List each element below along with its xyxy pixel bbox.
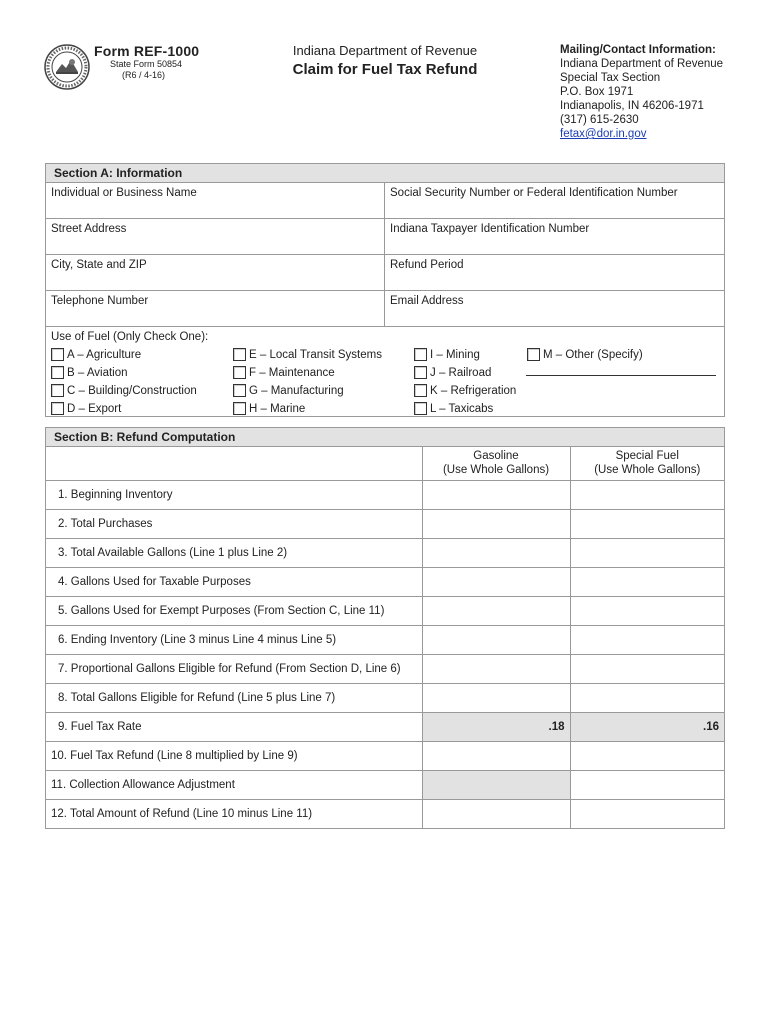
- contact-line: Indiana Department of Revenue: [560, 58, 724, 70]
- gasoline-input[interactable]: [422, 654, 570, 683]
- table-row: [46, 770, 724, 799]
- option-manufacturing[interactable]: [233, 384, 344, 397]
- table-row: [46, 567, 724, 596]
- department-name: Indiana Department of Revenue: [292, 43, 478, 58]
- section-b: [45, 427, 725, 829]
- special-fuel-input[interactable]: [570, 770, 724, 799]
- column-header-row: [46, 447, 724, 480]
- special-fuel-input[interactable]: [570, 509, 724, 538]
- agency-block: [270, 43, 500, 78]
- line-label: 10. Fuel Tax Refund (Line 8 multiplied by Line 9): [46, 741, 422, 770]
- claim-title: Claim for Fuel Tax Refund: [292, 61, 478, 78]
- line-label: 12. Total Amount of Refund (Line 10 minus Line 11): [46, 799, 422, 828]
- line-label: 1. Beginning Inventory: [46, 480, 422, 509]
- line-label: 7. Proportional Gallons Eligible for Refund (From Section D, Line 6): [46, 654, 422, 683]
- contact-line: P.O. Box 1971: [560, 86, 634, 98]
- special-fuel-input[interactable]: [570, 596, 724, 625]
- section-a: [45, 163, 725, 417]
- line-label: 8. Total Gallons Eligible for Refund (Line 5 plus Line 7): [46, 683, 422, 712]
- special-fuel-input[interactable]: [570, 683, 724, 712]
- fuel-use-group: [46, 327, 724, 416]
- gasoline-input[interactable]: [422, 509, 570, 538]
- checkbox[interactable]: [233, 384, 246, 397]
- option-taxicabs[interactable]: [414, 402, 493, 415]
- option-label: K – Refrigeration: [430, 384, 517, 397]
- contact-email-link[interactable]: fetax@dor.in.gov: [560, 128, 647, 140]
- blank-header: [46, 447, 422, 480]
- special-fuel-column-header: [570, 447, 724, 480]
- info-row: [46, 291, 724, 327]
- gasoline-input[interactable]: [422, 538, 570, 567]
- option-building-construction[interactable]: [51, 384, 197, 397]
- option-export[interactable]: [51, 402, 121, 415]
- checkbox[interactable]: [233, 402, 246, 415]
- option-refrigeration[interactable]: [414, 384, 516, 397]
- option-mining[interactable]: [414, 348, 480, 361]
- special-fuel-input[interactable]: [570, 654, 724, 683]
- special-fuel-input[interactable]: [570, 741, 724, 770]
- line-label: 4. Gallons Used for Taxable Purposes: [46, 567, 422, 596]
- option-local-transit[interactable]: [233, 348, 382, 361]
- option-label: G – Manufacturing: [249, 384, 344, 397]
- option-label: M – Other (Specify): [543, 348, 643, 361]
- contact-info: [560, 43, 723, 141]
- info-row: [46, 219, 724, 255]
- gasoline-shaded-cell: [422, 770, 570, 799]
- special-fuel-header-label: Special Fuel: [615, 450, 679, 463]
- gasoline-column-header: [422, 447, 570, 480]
- contact-line: (317) 615-2630: [560, 114, 639, 126]
- table-row: [46, 509, 724, 538]
- refund-period-field[interactable]: Refund Period: [390, 259, 464, 271]
- special-fuel-input[interactable]: [570, 538, 724, 567]
- table-row: [46, 538, 724, 567]
- city-state-zip-field[interactable]: City, State and ZIP: [46, 255, 385, 290]
- line-label: 11. Collection Allowance Adjustment: [46, 770, 422, 799]
- option-other[interactable]: [527, 348, 643, 361]
- special-fuel-input[interactable]: [570, 625, 724, 654]
- option-label: C – Building/Construction: [67, 384, 197, 397]
- checkbox[interactable]: [233, 348, 246, 361]
- checkbox[interactable]: [233, 366, 246, 379]
- gasoline-header-sub: (Use Whole Gallons): [442, 464, 550, 477]
- special-fuel-input[interactable]: [570, 567, 724, 596]
- special-fuel-input[interactable]: [570, 799, 724, 828]
- checkbox[interactable]: [414, 366, 427, 379]
- option-marine[interactable]: [233, 402, 305, 415]
- line-label: 3. Total Available Gallons (Line 1 plus Line 2): [46, 538, 422, 567]
- option-label: J – Railroad: [430, 366, 492, 379]
- table-row: [46, 712, 724, 741]
- table-row: [46, 625, 724, 654]
- option-label: H – Marine: [249, 402, 306, 415]
- gasoline-input[interactable]: [422, 567, 570, 596]
- gasoline-input[interactable]: [422, 625, 570, 654]
- line-label: 2. Total Purchases: [46, 509, 422, 538]
- street-address-field[interactable]: Street Address: [46, 219, 385, 254]
- gasoline-input[interactable]: [422, 741, 570, 770]
- table-row: [46, 480, 724, 509]
- option-label: E – Local Transit Systems: [249, 348, 382, 361]
- option-label: F – Maintenance: [249, 366, 335, 379]
- business-name-field[interactable]: Individual or Business Name: [46, 183, 385, 218]
- checkbox[interactable]: [51, 366, 64, 379]
- option-label: D – Export: [67, 402, 122, 415]
- section-a-title: Section A: Information: [46, 164, 724, 183]
- gasoline-input[interactable]: [422, 683, 570, 712]
- taxpayer-id-field[interactable]: Indiana Taxpayer Identification Number: [390, 223, 590, 235]
- section-b-title: Section B: Refund Computation: [46, 428, 724, 447]
- gasoline-header-label: Gasoline: [473, 450, 519, 463]
- refund-computation-table: [46, 447, 724, 828]
- form-identifier: [94, 43, 204, 81]
- option-label: A – Agriculture: [67, 348, 142, 361]
- table-row: [46, 654, 724, 683]
- option-label: B – Aviation: [67, 366, 128, 379]
- checkbox[interactable]: [51, 348, 64, 361]
- table-row: [46, 741, 724, 770]
- form-title: Form REF-1000: [94, 43, 200, 59]
- option-maintenance[interactable]: [233, 366, 335, 379]
- option-label: L – Taxicabs: [430, 402, 494, 415]
- gasoline-input[interactable]: [422, 596, 570, 625]
- table-row: [46, 683, 724, 712]
- info-row: [46, 255, 724, 291]
- line-label: 5. Gallons Used for Exempt Purposes (From Section C, Line 11): [46, 596, 422, 625]
- line-label: 9. Fuel Tax Rate: [46, 712, 422, 741]
- table-row: [46, 596, 724, 625]
- checkbox[interactable]: [51, 402, 64, 415]
- special-fuel-tax-rate: .16: [570, 712, 724, 741]
- ssn-fein-field[interactable]: Social Security Number or Federal Identification Number: [390, 187, 678, 199]
- checkbox[interactable]: [414, 348, 427, 361]
- other-specify-input[interactable]: [526, 375, 716, 376]
- info-row: [46, 183, 724, 219]
- option-label: I – Mining: [430, 348, 480, 361]
- indiana-state-seal-icon: [44, 44, 90, 90]
- gasoline-tax-rate: .18: [422, 712, 570, 741]
- state-form-number: State Form 50854: [110, 59, 183, 69]
- contact-heading: Mailing/Contact Information:: [560, 44, 716, 56]
- checkbox[interactable]: [414, 384, 427, 397]
- option-railroad[interactable]: [414, 366, 491, 379]
- table-row: [46, 799, 724, 828]
- option-agriculture[interactable]: [51, 348, 141, 361]
- checkbox[interactable]: [51, 384, 64, 397]
- checkbox[interactable]: [414, 402, 427, 415]
- checkbox[interactable]: [527, 348, 540, 361]
- option-aviation[interactable]: [51, 366, 128, 379]
- gasoline-input[interactable]: [422, 799, 570, 828]
- fuel-use-label: Use of Fuel (Only Check One):: [51, 331, 209, 343]
- contact-line: Special Tax Section: [560, 72, 661, 84]
- special-fuel-input[interactable]: [570, 480, 724, 509]
- revision-number: (R6 / 4-16): [122, 70, 166, 80]
- special-fuel-header-sub: (Use Whole Gallons): [594, 464, 701, 477]
- telephone-field[interactable]: Telephone Number: [46, 291, 385, 326]
- line-label: 6. Ending Inventory (Line 3 minus Line 4 minus Line 5): [46, 625, 422, 654]
- email-field[interactable]: Email Address: [390, 295, 464, 307]
- contact-line: Indianapolis, IN 46206-1971: [560, 100, 704, 112]
- gasoline-input[interactable]: [422, 480, 570, 509]
